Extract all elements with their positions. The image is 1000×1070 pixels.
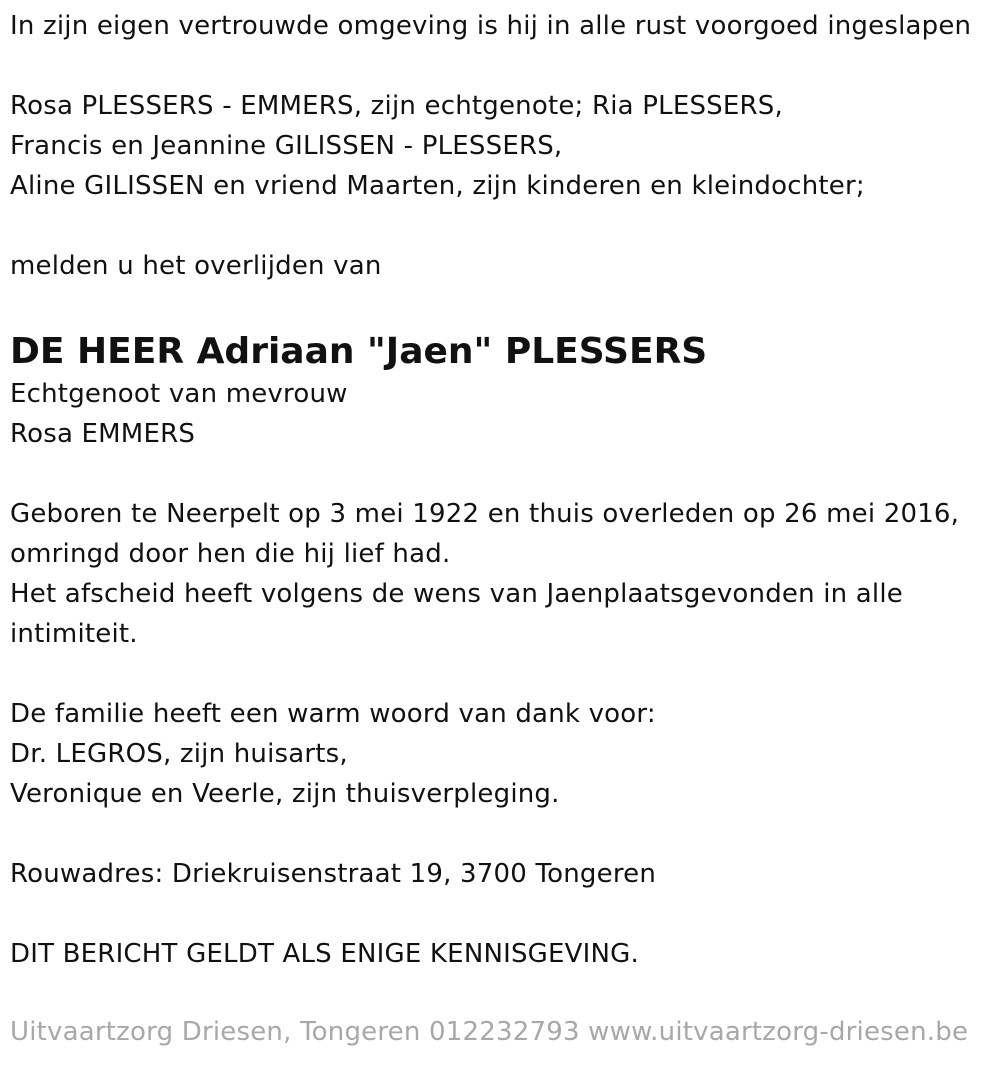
details-line: intimiteit.	[10, 619, 138, 649]
spouse-label: Echtgenoot van mevrouw	[10, 379, 348, 409]
family-line: Aline GILISSEN en vriend Maarten, zijn kinderen en kleindochter;	[10, 171, 865, 201]
notice-text: DIT BERICHT GELDT ALS ENIGE KENNISGEVING.	[10, 939, 639, 969]
address-text: Rouwadres: Driekruisenstraat 19, 3700 Tongeren	[10, 859, 657, 889]
spouse-name: Rosa EMMERS	[10, 419, 196, 449]
footer-credit: Uitvaartzorg Driesen, Tongeren 012232793 www.uitvaartzorg-driesen.be	[10, 1017, 969, 1047]
thanks-line: De familie heeft een warm woord van dank voor:	[10, 699, 656, 729]
details-line: omringd door hen die hij lief had.	[10, 539, 451, 569]
spacer	[10, 814, 995, 854]
spacer	[10, 46, 995, 86]
thanks-line: Veronique en Veerle, zijn thuisverpleging.	[10, 779, 560, 809]
spacer	[10, 286, 995, 326]
announce-text: melden u het overlijden van	[10, 251, 382, 281]
spacer	[10, 654, 995, 694]
deceased-name: DE HEER Adriaan "Jaen" PLESSERS	[10, 331, 708, 372]
details-line: Geboren te Neerpelt op 3 mei 1922 en thuis overleden op 26 mei 2016,	[10, 499, 960, 529]
thanks-line: Dr. LEGROS, zijn huisarts,	[10, 739, 348, 769]
family-line: Rosa PLESSERS - EMMERS, zijn echtgenote; Ria PLESSERS,	[10, 91, 783, 121]
spacer	[10, 206, 995, 246]
spacer	[10, 454, 995, 494]
family-line: Francis en Jeannine GILISSEN - PLESSERS,	[10, 131, 563, 161]
details-line: Het afscheid heeft volgens de wens van Jaenplaatsgevonden in alle	[10, 579, 903, 609]
intro-text: In zijn eigen vertrouwde omgeving is hij in alle rust voorgoed ingeslapen	[10, 11, 972, 41]
spacer	[10, 894, 995, 934]
death-notice	[10, 6, 995, 974]
